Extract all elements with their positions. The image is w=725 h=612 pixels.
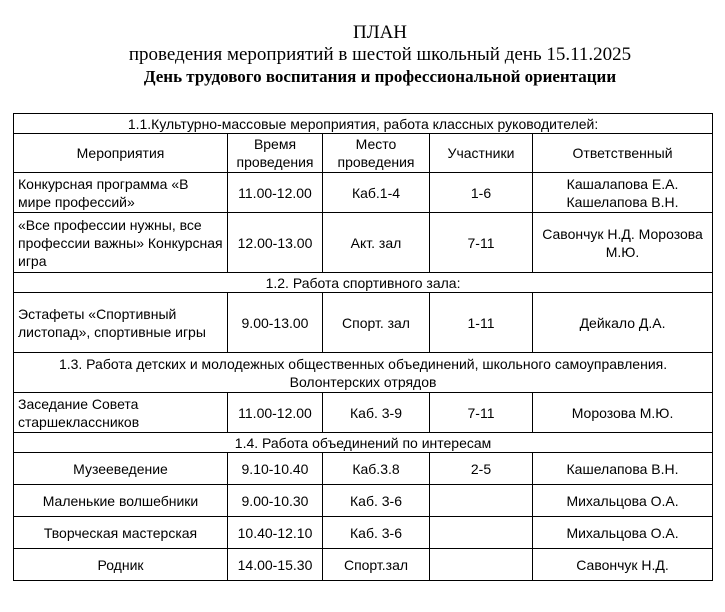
event-cell: Заседание Совета старшеклассников bbox=[14, 393, 228, 433]
event-cell: Эстафеты «Спортивный листопад», спортивные игры bbox=[14, 293, 228, 353]
section-row bbox=[14, 353, 713, 393]
event-cell: «Все профессии нужны, все профессии важны» Конкурсная игра bbox=[14, 213, 228, 273]
responsible-cell: Савончук Н.Д. bbox=[533, 549, 713, 581]
table-row bbox=[14, 485, 713, 517]
event-cell: Конкурсная программа «В мире профессий» bbox=[14, 173, 228, 213]
place-cell: Каб. 3-9 bbox=[323, 393, 430, 433]
table-row bbox=[14, 453, 713, 485]
time-cell: 9.10-10.40 bbox=[228, 453, 323, 485]
responsible-cell: Михальцова О.А. bbox=[533, 485, 713, 517]
event-cell: Творческая мастерская bbox=[14, 517, 228, 549]
participants-cell: 7-11 bbox=[430, 213, 533, 273]
time-cell: 14.00-15.30 bbox=[228, 549, 323, 581]
table-row bbox=[14, 517, 713, 549]
table-row bbox=[14, 293, 713, 353]
participants-cell: 2-5 bbox=[430, 453, 533, 485]
event-cell: Маленькие волшебники bbox=[14, 485, 228, 517]
event-cell: Родник bbox=[14, 549, 228, 581]
time-cell: 9.00-10.30 bbox=[228, 485, 323, 517]
time-cell: 12.00-13.00 bbox=[228, 213, 323, 273]
place-cell: Каб. 3-6 bbox=[323, 517, 430, 549]
time-cell: 9.00-13.00 bbox=[228, 293, 323, 353]
table-row bbox=[14, 173, 713, 213]
event-cell: Музееведение bbox=[14, 453, 228, 485]
column-header-row bbox=[14, 134, 713, 173]
column-header: Мероприятия bbox=[14, 134, 228, 173]
plan-subtitle: проведения мероприятий в шестой школьный день 15.11.2025 bbox=[128, 44, 632, 65]
column-header: Место проведения bbox=[323, 134, 430, 173]
table-row bbox=[14, 393, 713, 433]
responsible-cell: Морозова М.Ю. bbox=[533, 393, 713, 433]
time-cell: 10.40-12.10 bbox=[228, 517, 323, 549]
section-row bbox=[14, 433, 713, 453]
column-header: Ответственный bbox=[533, 134, 713, 173]
participants-cell bbox=[430, 517, 533, 549]
responsible-cell: Кашелапова В.Н. bbox=[533, 453, 713, 485]
place-cell: Спорт. зал bbox=[323, 293, 430, 353]
plan-table bbox=[13, 113, 713, 581]
table-row bbox=[14, 213, 713, 273]
responsible-cell: Михальцова О.А. bbox=[533, 517, 713, 549]
place-cell: Каб. 3-6 bbox=[323, 485, 430, 517]
time-cell: 11.00-12.00 bbox=[228, 393, 323, 433]
responsible-cell: Кашалапова Е.А. Кашелапова В.Н. bbox=[533, 173, 713, 213]
section-title: 1.3. Работа детских и молодежных общественных объединений, школьного самоуправления. Волонтерских отрядов bbox=[14, 353, 713, 393]
responsible-cell: Савончук Н.Д. Морозова М.Ю. bbox=[533, 213, 713, 273]
section-row bbox=[14, 273, 713, 293]
participants-cell: 7-11 bbox=[430, 393, 533, 433]
section-title: 1.2. Работа спортивного зала: bbox=[14, 273, 713, 293]
section-title: 1.4. Работа объединений по интересам bbox=[14, 433, 713, 453]
place-cell: Каб.3.8 bbox=[323, 453, 430, 485]
column-header: Участники bbox=[430, 134, 533, 173]
place-cell: Каб.1-4 bbox=[323, 173, 430, 213]
column-header: Время проведения bbox=[228, 134, 323, 173]
participants-cell: 1-6 bbox=[430, 173, 533, 213]
responsible-cell: Дейкало Д.А. bbox=[533, 293, 713, 353]
place-cell: Акт. зал bbox=[323, 213, 430, 273]
participants-cell bbox=[430, 549, 533, 581]
plan-title: ПЛАН bbox=[352, 22, 408, 43]
time-cell: 11.00-12.00 bbox=[228, 173, 323, 213]
participants-cell: 1-11 bbox=[430, 293, 533, 353]
place-cell: Спорт.зал bbox=[323, 549, 430, 581]
section-title: 1.1.Культурно-массовые мероприятия, работа классных руководителей: bbox=[14, 114, 713, 134]
plan-theme: День трудового воспитания и профессиональной ориентации bbox=[143, 67, 617, 86]
participants-cell bbox=[430, 485, 533, 517]
section-row bbox=[14, 114, 713, 134]
table-row bbox=[14, 549, 713, 581]
